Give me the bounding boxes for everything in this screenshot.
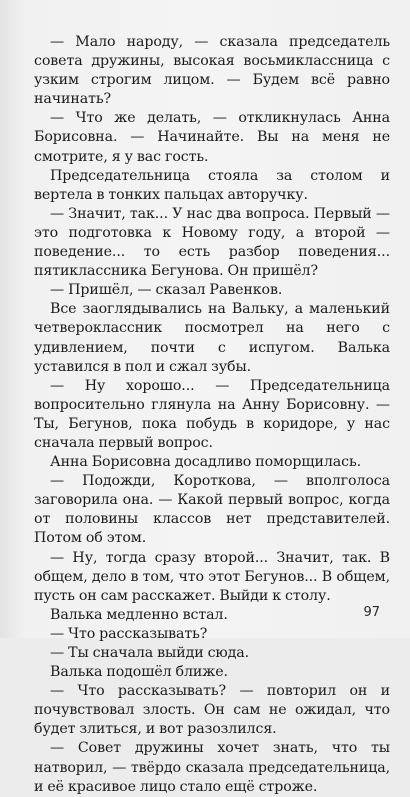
paragraph: — Ну, тогда сразу второй... Значит, так. В общем, дело в том, что этот Бегунов... В общем, пусть он сам расскажет. Выйди к столу. — [34, 549, 390, 604]
paragraph: Председательница стояла за столом и вертела в тонких пальцах авторучку. — [34, 167, 390, 203]
paragraph: — Ну хорошо... — Председательница вопросительно глянула на Анну Борисовну. — Ты, Бегунов, пока побудь в коридоре, у нас сначала первый вопрос. — [34, 377, 390, 451]
paragraph: Валька медленно встал. — [50, 606, 228, 623]
paragraph: — Пришёл, — сказал Равенков. — [50, 282, 283, 299]
paragraph: — Значит, так... У нас два вопроса. Первый — это подготовка к Новому году, а второй — поведение... то есть разбор поведения... пятиклассника Бегунова. Он пришёл? — [34, 205, 390, 280]
page-text — [34, 33, 390, 797]
paragraph: — Подожди, Короткова, — вполголоса заговорила она. — Какой первый вопрос, когда от половины классов нет представителей. Потом об этом. — [34, 473, 390, 547]
paragraph: — Что рассказывать? — [50, 625, 208, 642]
page-number: 97 — [363, 605, 380, 620]
paragraph: — Что рассказывать? — повторил он и почувствовал злость. Он сам не ожидал, что будет злиться, и вот разозлился. — [34, 683, 390, 738]
paragraph: — Ты сначала выйди сюда. — [50, 645, 250, 661]
paragraph: — Мало народу, — сказала председатель совета дружины, высокая восьмиклассница с узким строгим лицом. — Будем всё равно начинать? — [34, 34, 390, 108]
paragraph: Все заоглядывались на Вальку, а маленький четвероклассник посмотрел на него с удивлением, почти с испугом. Валька уставился в пол и сжал зубы. — [34, 301, 390, 375]
paragraph: — Что же делать, — откликнулась Анна Борисовна. — Начинайте. Вы на меня не смотрите, я у вас гость. — [34, 110, 390, 165]
paragraph: — Совет дружины хочет знать, что ты натворил, — твёрдо сказала председательница, и её красивое лицо стало ещё строже. — [34, 740, 390, 795]
paragraph: Валька подошёл ближе. — [50, 664, 228, 681]
paragraph: Анна Борисовна досадливо поморщилась. — [50, 454, 362, 471]
